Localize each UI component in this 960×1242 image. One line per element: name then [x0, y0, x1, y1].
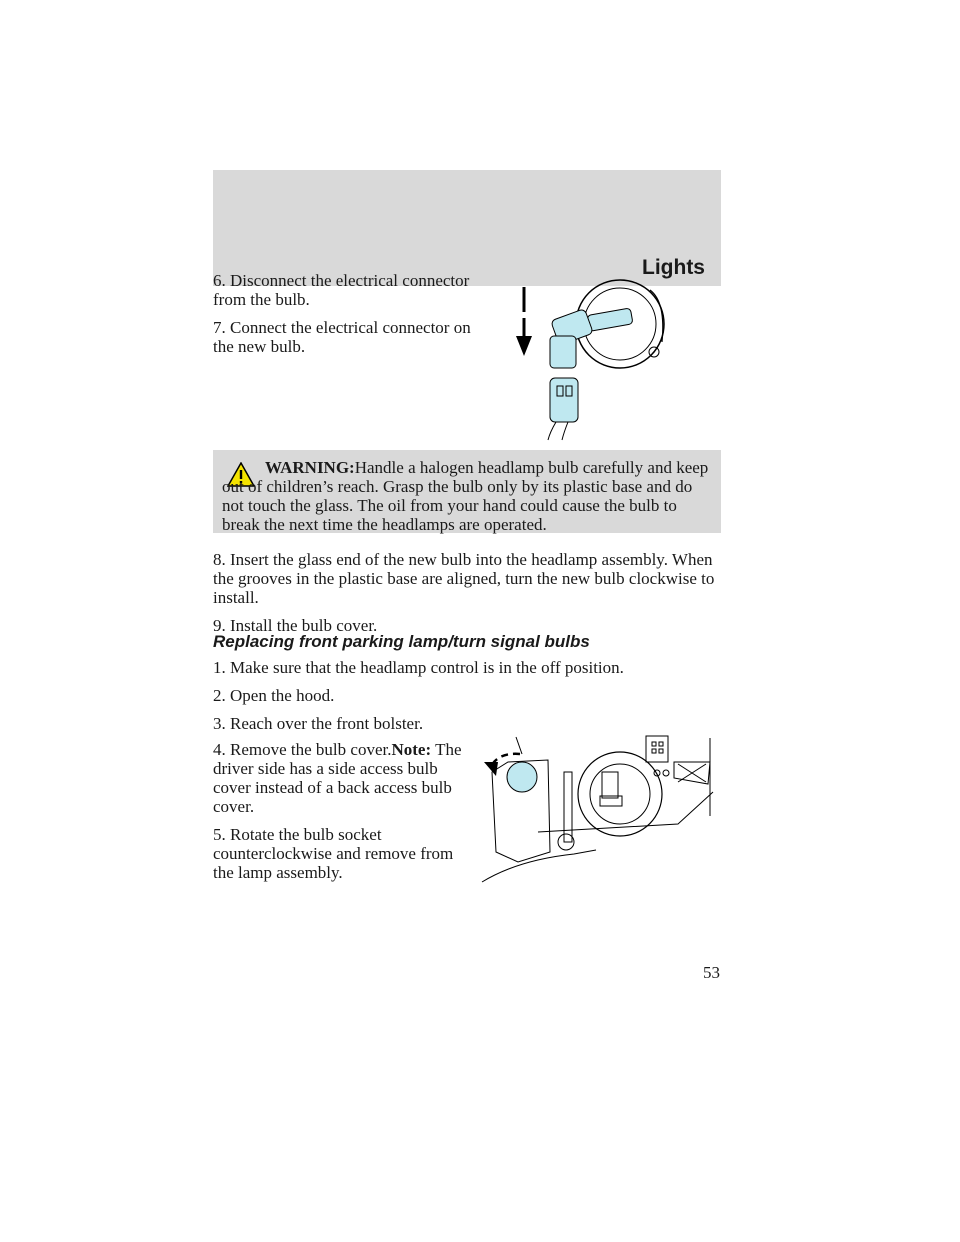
steps-middle	[213, 550, 723, 644]
warning-label: WARNING:	[265, 458, 355, 477]
steps-top	[213, 271, 473, 365]
step-6: 6. Disconnect the electrical connector from the bulb.	[213, 271, 470, 309]
parking-step-5: 5. Rotate the bulb socket counterclockwise and remove from the lamp assembly.	[213, 825, 454, 882]
warning-text-first: Handle a halogen headlamp bulb carefully and keep	[354, 458, 709, 477]
parking-lamp-illustration	[478, 732, 718, 888]
step-8: 8. Insert the glass end of the new bulb into the headlamp assembly. When the grooves in the plastic base are aligned, turn the new bulb clockwise to install.	[213, 550, 715, 607]
subheading: Replacing front parking lamp/turn signal bulbs	[213, 632, 590, 651]
warning-text-rest: out of children’s reach. Grasp the bulb only by its plastic base and do not touch the glass. The oil from your hand could cause the bulb to break the next time the headlamps are operated.	[222, 477, 693, 534]
note-label: Note:	[391, 740, 432, 759]
headlamp-bulb-illustration	[508, 272, 680, 442]
steps-parking-lower	[213, 740, 473, 891]
parking-step-2: 2. Open the hood.	[213, 686, 335, 705]
steps-parking	[213, 658, 723, 742]
note-text: The driver side has a side access bulb cover instead of a back access bulb cover.	[213, 740, 462, 816]
page-number: 53	[703, 963, 720, 982]
parking-step-4	[213, 740, 473, 816]
step-9: 9. Install the bulb cover.	[213, 616, 378, 635]
section-header-band	[213, 170, 721, 286]
step-7: 7. Connect the electrical connector on the new bulb.	[213, 318, 471, 356]
step-4-text: 4. Remove the bulb cover.	[213, 740, 392, 759]
section-title: Lights	[642, 256, 705, 279]
parking-step-3: 3. Reach over the front bolster.	[213, 714, 424, 733]
warning-text	[222, 458, 716, 477]
parking-step-1: 1. Make sure that the headlamp control is in the off position.	[213, 658, 624, 677]
